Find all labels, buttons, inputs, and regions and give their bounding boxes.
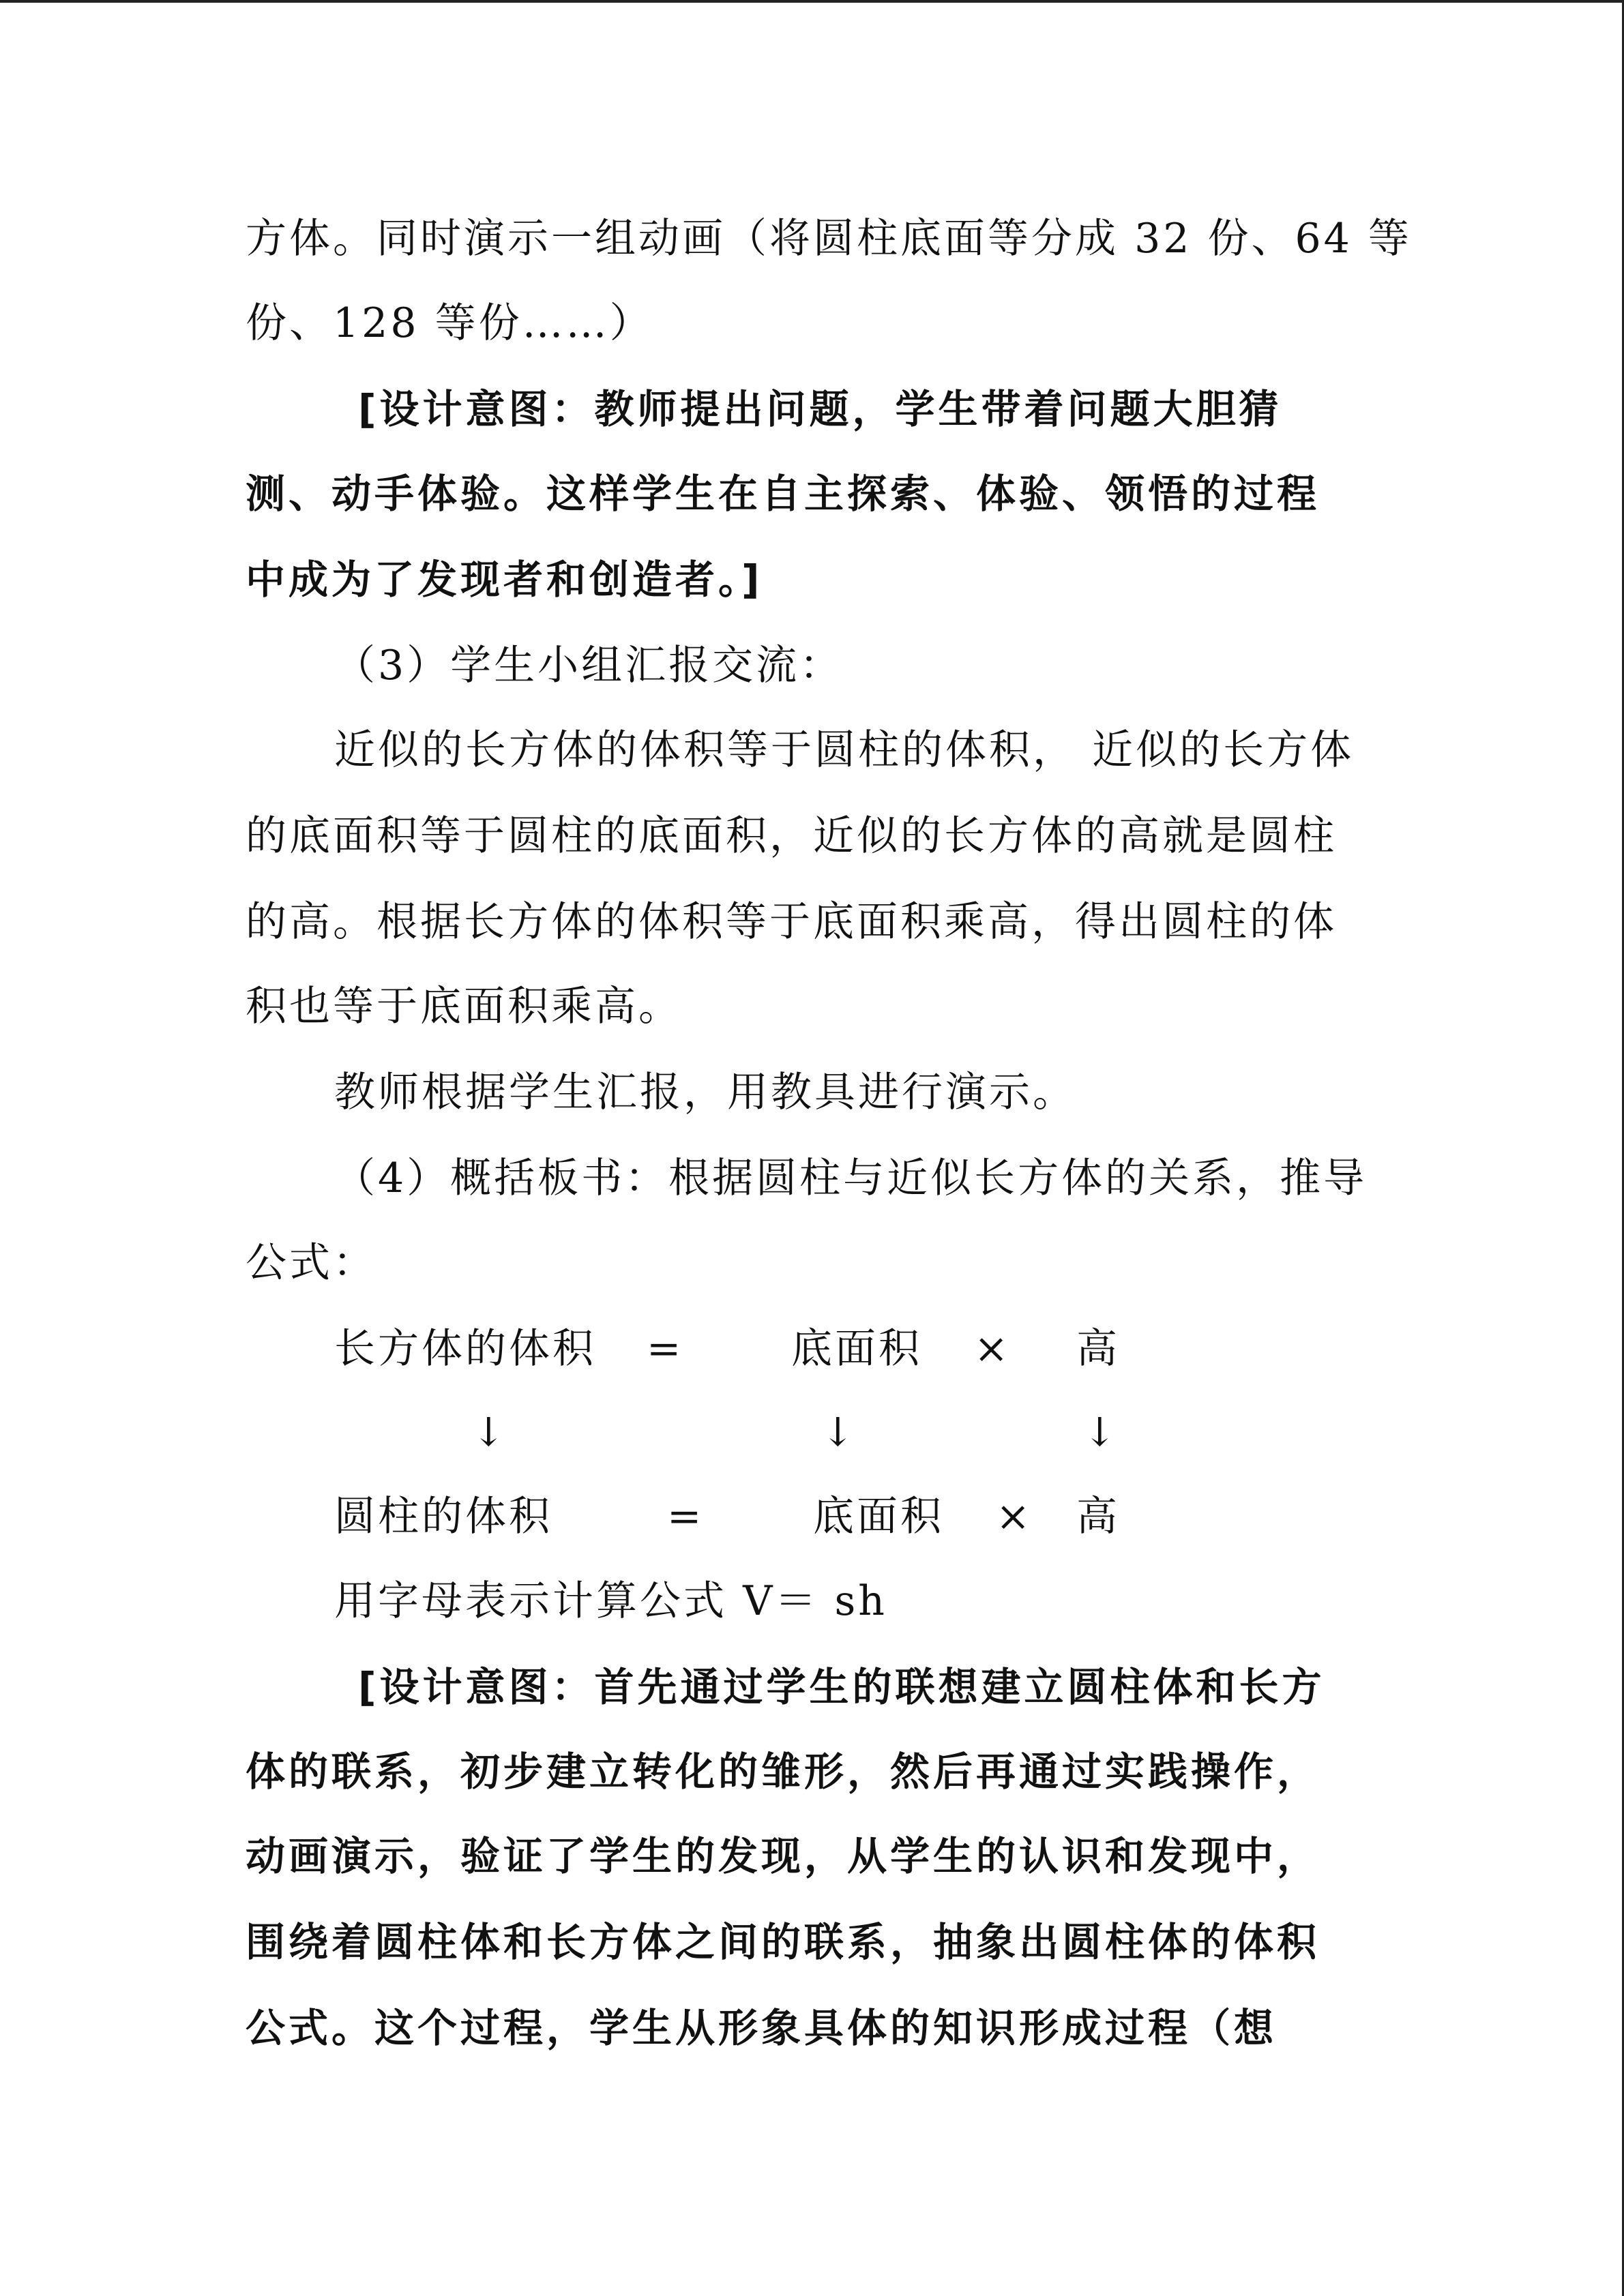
design-intent-line: 围绕着圆柱体和长方体之间的联系，抽象出圆柱体的体积 [246,1919,1320,1965]
paragraph-line: 公式： [246,1239,377,1287]
step-heading: （3）学生小组汇报交流： [334,642,844,689]
formula-times: × [974,1325,1012,1373]
paragraph-line: 的底面积等于圆柱的底面积，近似的长方体的高就是圆柱 [246,812,1337,860]
step-heading: （4）概括板书：根据圆柱与近似长方体的关系，推导 [334,1154,1368,1202]
design-intent-line: [设计意图：教师提出问题，学生带着问题大胆猜 [358,386,1282,432]
paragraph-line: 近似的长方体的体积等于圆柱的体积， 近似的长方体 [334,726,1355,774]
design-intent-line: 公式。这个过程，学生从形象具体的知识形成过程（想 [246,2005,1278,2051]
formula-times: × [996,1493,1033,1540]
formula-term-base-area: 底面积 [813,1493,944,1540]
down-arrow-icon: ↓ [1083,1409,1117,1455]
formula-term-cylinder-volume: 圆柱的体积 [334,1493,552,1540]
formula-equals: = [667,1493,705,1540]
paragraph-line: 教师根据学生汇报，用教具进行演示。 [334,1069,1076,1116]
letter-formula: 用字母表示计算公式 V＝ sh [334,1577,887,1625]
paragraph-line: 的高。根据长方体的体积等于底面积乘高，得出圆柱的体 [246,898,1337,946]
down-arrow-icon: ↓ [821,1409,855,1455]
paragraph-line: 积也等于底面积乘高。 [246,983,682,1030]
formula-term-height: 高 [1076,1493,1120,1540]
paragraph-line: 方体。同时演示一组动画（将圆柱底面等分成 32 份、64 等 [246,215,1412,263]
design-intent-line: [设计意图：首先通过学生的联想建立圆柱体和长方 [358,1664,1325,1710]
down-arrow-icon: ↓ [472,1409,505,1455]
formula-equals: = [647,1325,684,1373]
page-top-border [0,0,1624,3]
formula-term-height: 高 [1076,1325,1120,1373]
design-intent-line: 动画演示，验证了学生的发现，从学生的认识和发现中， [246,1833,1320,1879]
design-intent-line: 体的联系，初步建立转化的雏形，然后再通过实践操作， [246,1748,1320,1795]
design-intent-line: 测、动手体验。这样学生在自主探索、体验、领悟的过程 [246,471,1320,517]
design-intent-line: 中成为了发现者和创造者。] [246,556,763,603]
formula-term-base-area: 底面积 [791,1325,922,1373]
paragraph-line: 份、128 等份……） [246,299,653,347]
formula-term-cuboid-volume: 长方体的体积 [334,1325,596,1373]
